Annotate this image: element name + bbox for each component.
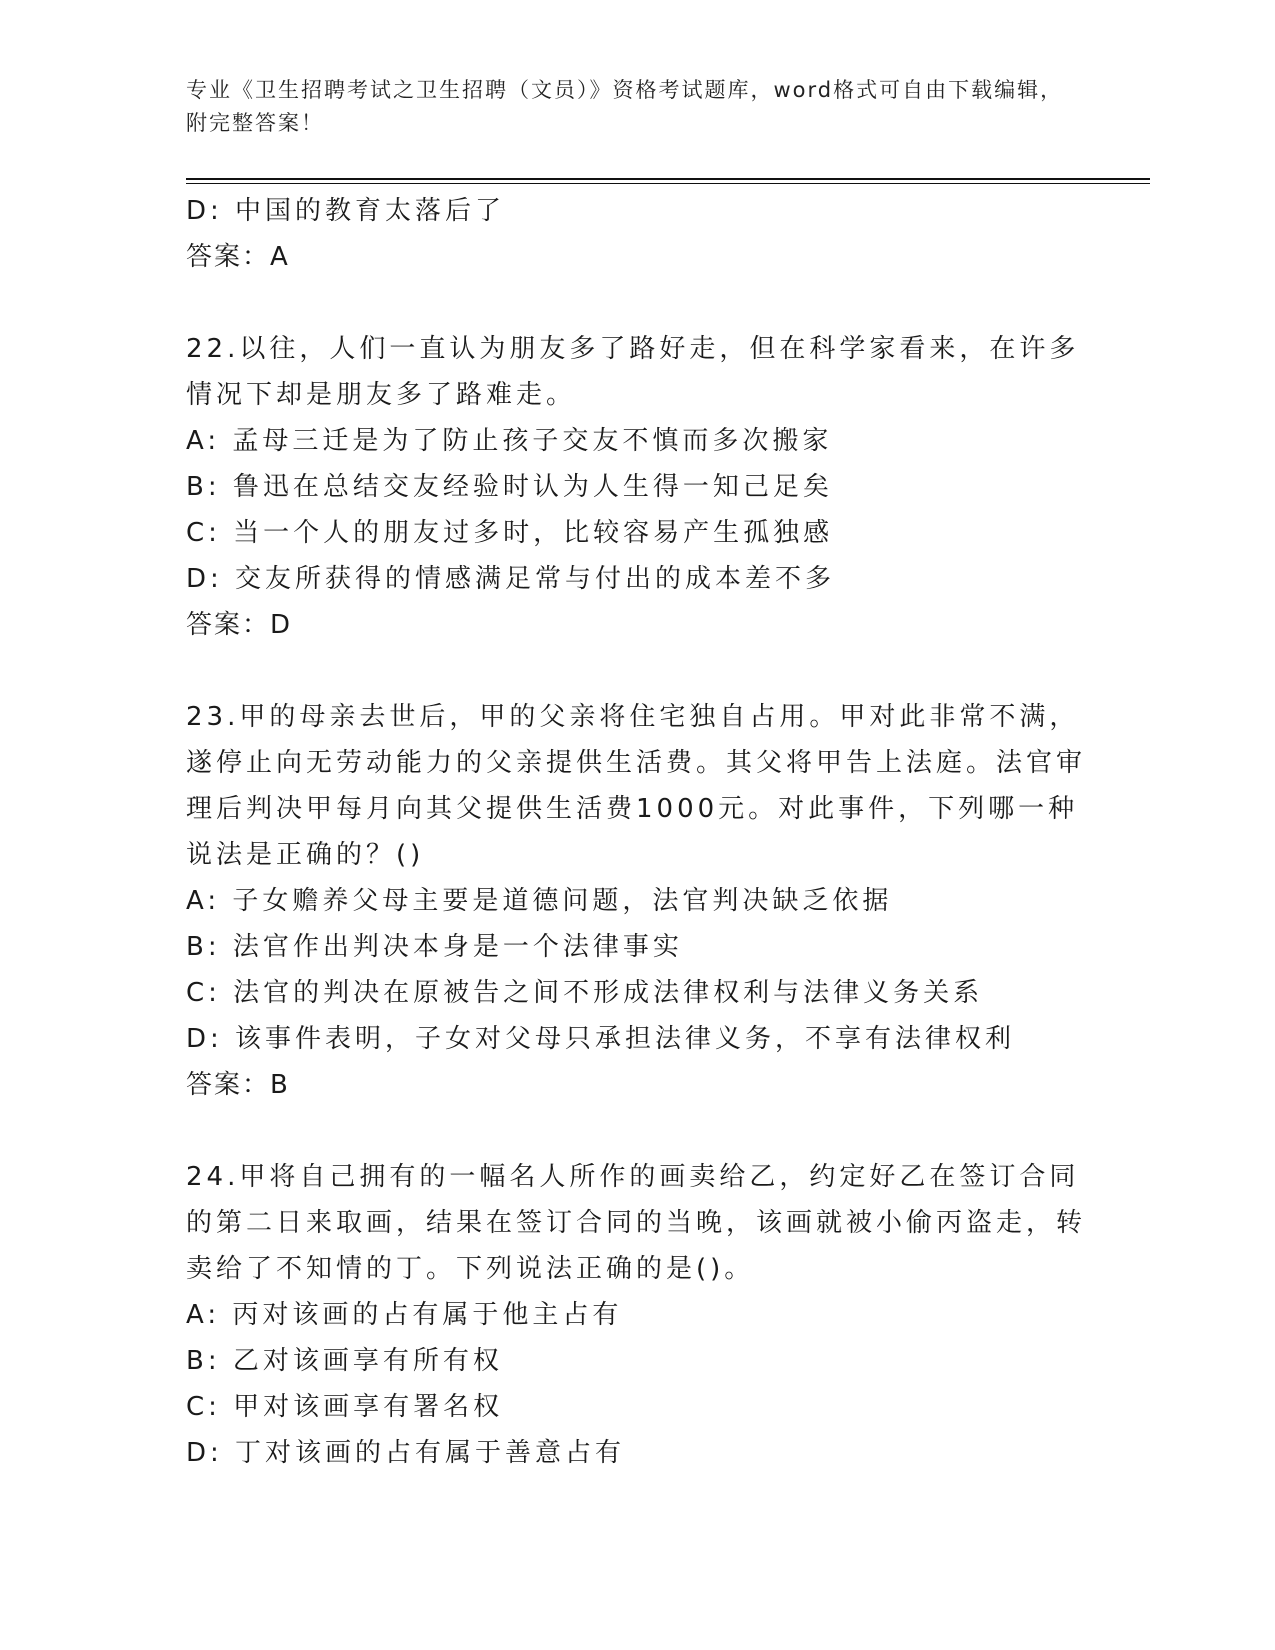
document-body: [186, 188, 1086, 1476]
option-b: B: 鲁迅在总结交友经验时认为人生得一知己足矣: [186, 472, 833, 502]
option-b: B: 乙对该画享有所有权: [186, 1346, 503, 1376]
question-24: [186, 1154, 1086, 1476]
option-d: D: 交友所获得的情感满足常与付出的成本差不多: [186, 564, 836, 594]
option-a: A: 孟母三迁是为了防止孩子交友不慎而多次搬家: [186, 426, 833, 456]
answer-line: 答案：B: [186, 1070, 290, 1100]
option-c: C: 甲对该画享有署名权: [186, 1392, 504, 1422]
page-header: 专业《卫生招聘考试之卫生招聘（文员）》资格考试题库，word格式可自由下载编辑，附完整答案！: [186, 78, 1064, 135]
answer-line: 答案：D: [186, 610, 293, 640]
question-stem: 24.甲将自己拥有的一幅名人所作的画卖给乙，约定好乙在签订合同的第二日来取画，结果在签订合同的当晚，该画就被小偷丙盗走，转卖给了不知情的丁。下列说法正确的是()。: [186, 1162, 1087, 1284]
question-stem: 22.以往，人们一直认为朋友多了路好走，但在科学家看来，在许多情况下却是朋友多了路难走。: [186, 334, 1080, 410]
option-b: B: 法官作出判决本身是一个法律事实: [186, 932, 683, 962]
option-c: C: 当一个人的朋友过多时，比较容易产生孤独感: [186, 518, 834, 548]
option-d: D: 丁对该画的占有属于善意占有: [186, 1438, 626, 1468]
header-divider: [186, 178, 1150, 184]
option-c: C: 法官的判决在原被告之间不形成法律权利与法律义务关系: [186, 978, 984, 1008]
option-a: A: 丙对该画的占有属于他主占有: [186, 1300, 623, 1330]
question-23: [186, 694, 1086, 1108]
question-stem: 23.甲的母亲去世后，甲的父亲将住宅独自占用。甲对此非常不满，遂停止向无劳动能力的父亲提供生活费。其父将甲告上法庭。法官审理后判决甲每月向其父提供生活费1000元。对此事件，下列哪一种说法是正确的？(): [186, 702, 1087, 870]
question-22: [186, 326, 1086, 648]
answer-line: 答案：A: [186, 242, 290, 272]
option-d: D: 中国的教育太落后了: [186, 196, 506, 226]
option-d: D: 该事件表明，子女对父母只承担法律义务，不享有法律权利: [186, 1024, 1016, 1054]
option-a: A: 子女赡养父母主要是道德问题，法官判决缺乏依据: [186, 886, 893, 916]
